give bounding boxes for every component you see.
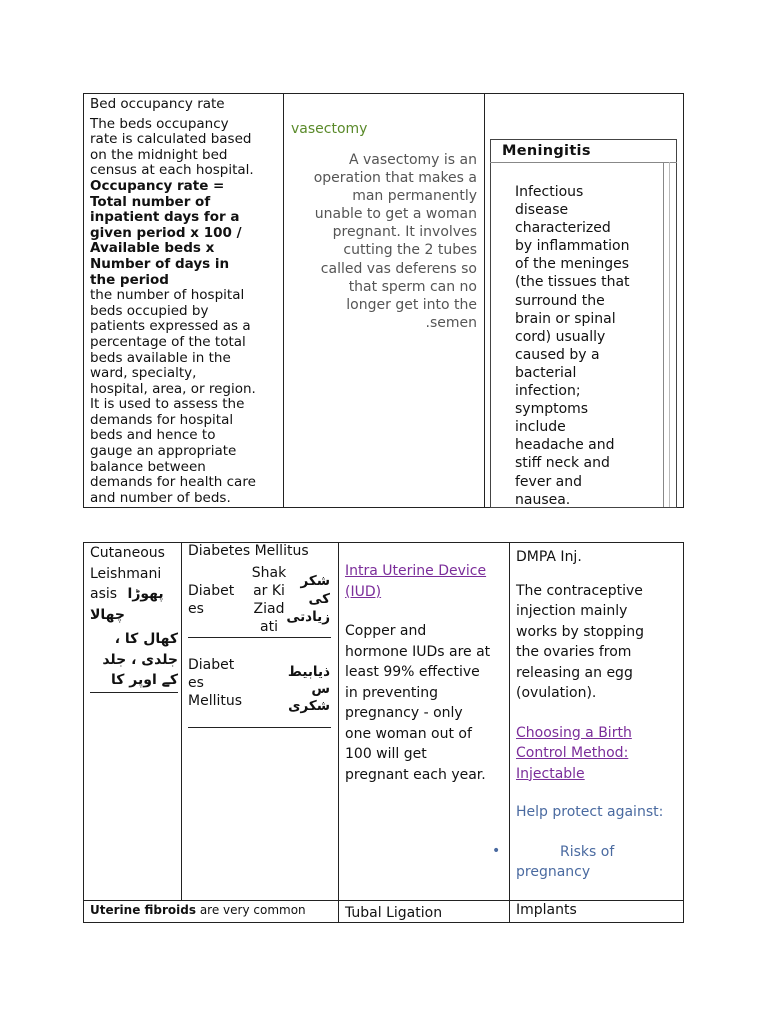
formula-line: Number of days in: [90, 255, 230, 272]
dmpa-link-line[interactable]: Choosing a Birth: [516, 724, 632, 741]
meningitis-line: infection;: [515, 383, 581, 400]
bed-occupancy-intro: [90, 117, 280, 179]
definition-line: and number of beds.: [90, 489, 231, 506]
vasectomy-line: called vas deferens so: [320, 260, 477, 277]
iud-line: hormone IUDs are at: [345, 643, 491, 660]
tubal-ligation: Tubal Ligation: [345, 905, 443, 921]
iud-line: Copper and: [345, 623, 427, 639]
diabetes-r1-mid: [247, 564, 291, 636]
diabetes-word: Diabet: [188, 583, 235, 599]
urdu-word: شکر: [300, 573, 330, 589]
vasectomy-line: cutting the 2 tubes: [343, 242, 477, 259]
diabetes-word: es: [188, 675, 204, 691]
diabetes-r2-left: [188, 656, 258, 710]
fibroids-bold: Uterine fibroids: [90, 903, 197, 917]
iud-text: [345, 621, 505, 785]
intro-line: The beds occupancy: [90, 115, 229, 132]
meningitis-line: characterized: [515, 220, 611, 237]
iud-line: pregnancy - only: [345, 705, 463, 721]
meningitis-line: bacterial: [515, 364, 577, 381]
fibroids-rest: are very common: [196, 903, 306, 917]
vasectomy-line: pregnant. It involves: [332, 224, 477, 241]
dmpa-link-line[interactable]: Control Method:: [516, 745, 629, 761]
meningitis-line: brain or spinal: [515, 310, 616, 327]
diabetes-r2-urdu: [280, 664, 330, 715]
iud-link-line[interactable]: Intra Uterine Device: [345, 563, 487, 579]
dmpa-line: The contraceptive: [516, 582, 643, 599]
dmpa-cell: [516, 547, 681, 883]
definition-line: gauge an appropriate: [90, 443, 237, 460]
vasectomy-line: operation that makes a: [313, 170, 477, 187]
diabetes-rule-1: [188, 637, 331, 638]
definition-line: It is used to assess the: [90, 396, 245, 413]
iud-link-line[interactable]: (IUD): [345, 583, 382, 600]
formula-line: given period x 100 /: [90, 224, 242, 241]
urdu-word: کھال کا ،: [114, 631, 178, 647]
definition-line: balance between: [90, 458, 206, 475]
iud-line: in preventing: [345, 684, 439, 701]
formula-line: Total number of: [90, 193, 211, 210]
vasectomy-line: unable to get a woman: [314, 206, 477, 223]
bed-occupancy-cell: [90, 97, 280, 506]
meningitis-header-rule: [490, 162, 677, 163]
vasectomy-line: that sperm can no: [348, 278, 477, 295]
intro-line: on the midnight bed: [90, 146, 228, 163]
leish-line: Leishmani: [90, 565, 162, 582]
vasectomy-line: .semen: [425, 314, 477, 331]
occupancy-definition: [90, 288, 280, 506]
iud-cell: [345, 561, 505, 785]
definition-line: patients expressed as a: [90, 318, 251, 335]
definition-line: the number of hospital: [90, 287, 245, 304]
leishmaniasis-cell: [90, 543, 178, 693]
dmpa-line: (ovulation).: [516, 685, 597, 701]
implants: Implants: [516, 902, 577, 918]
urdu-word: زیادتی: [286, 609, 330, 625]
vasectomy-title: vasectomy: [291, 121, 368, 137]
table-bottom-divider-1: [181, 542, 182, 900]
table-bottom-divider-3: [509, 542, 510, 923]
definition-line: beds and hence to: [90, 427, 216, 444]
meningitis-line: nausea.: [515, 491, 571, 508]
diabetes-title: Diabetes Mellitus: [188, 543, 309, 559]
leish-line: Cutaneous: [90, 545, 165, 561]
bed-occupancy-heading: Bed occupancy rate: [90, 96, 225, 112]
diabetes-word: ar Ki: [253, 583, 285, 599]
table-top-divider-1: [283, 93, 284, 508]
vasectomy-line: A vasectomy is an: [348, 152, 477, 168]
dmpa-title: DMPA Inj.: [516, 549, 582, 565]
meningitis-side-rule-2: [669, 162, 670, 507]
meningitis-line: Infectious: [515, 184, 584, 200]
dmpa-protect: Help protect against:: [516, 804, 664, 820]
diabetes-rule-2: [188, 727, 331, 728]
dmpa-link-line[interactable]: Injectable: [516, 765, 585, 782]
dmpa-link[interactable]: [516, 723, 681, 785]
meningitis-line: disease: [515, 202, 569, 219]
definition-line: beds available in the: [90, 349, 231, 366]
intro-line: rate is calculated based: [90, 131, 252, 148]
vasectomy-line: longer get into the: [346, 296, 477, 313]
dmpa-line: the ovaries from: [516, 644, 632, 660]
diabetes-r1-left: [188, 583, 244, 618]
meningitis-line: fever and: [515, 473, 582, 490]
meningitis-line: cord) usually: [515, 328, 606, 345]
definition-line: percentage of the total: [90, 333, 246, 350]
diabetes-word: ati: [260, 619, 278, 635]
meningitis-text: [515, 183, 665, 509]
urdu-word: چھالا: [90, 606, 126, 623]
definition-line: ward, specialty,: [90, 365, 197, 382]
urdu-word: شکری: [288, 698, 330, 714]
intro-line: census at each hospital.: [90, 162, 254, 179]
meningitis-line: include: [515, 419, 566, 436]
occupancy-formula: [90, 179, 280, 288]
iud-line: pregnant each year.: [345, 766, 486, 783]
meningitis-line: (the tissues that: [515, 274, 630, 291]
meningitis-title: Meningitis: [502, 143, 591, 159]
vasectomy-line: man permanently: [352, 188, 477, 205]
definition-line: hospital, area, or region.: [90, 380, 256, 397]
diabetes-word: Ziad: [253, 601, 285, 617]
diabetes-word: Mellitus: [188, 693, 243, 709]
table-bottom-footer-rule: [83, 900, 684, 901]
urdu-word: کی: [308, 591, 330, 607]
fibroids-cell: [90, 903, 306, 917]
diabetes-word: Shak: [251, 565, 287, 581]
formula-line: the period: [90, 271, 169, 288]
leish-line-3: [90, 584, 178, 605]
urdu-word: جلدی ، جلد: [102, 651, 178, 668]
diabetes-r1-urdu: [286, 572, 330, 626]
table-bottom-divider-2: [338, 542, 339, 923]
formula-line: Available beds x: [90, 240, 215, 257]
meningitis-line: surround the: [515, 292, 605, 309]
dmpa-risks: Risks of: [560, 843, 615, 860]
iud-line: 100 will get: [345, 746, 427, 762]
dmpa-line: works by stopping: [516, 623, 645, 640]
vasectomy-text: [290, 151, 477, 332]
meningitis-line: caused by a: [515, 346, 600, 363]
meningitis-line: headache and: [515, 437, 615, 454]
dmpa-risks: pregnancy: [516, 864, 591, 880]
diabetes-word: Diabet: [188, 657, 235, 673]
urdu-word: کے اوپر کا: [90, 670, 178, 693]
meningitis-line: of the meninges: [515, 256, 630, 273]
formula-line: Occupancy rate =: [90, 177, 225, 194]
definition-line: beds occupied by: [90, 302, 209, 319]
meningitis-line: symptoms: [515, 401, 589, 418]
urdu-word: پھوڑا: [127, 586, 164, 602]
iud-line: least 99% effective: [345, 664, 480, 680]
dmpa-text: [516, 581, 681, 704]
iud-link[interactable]: [345, 561, 505, 602]
leish-word: asis: [90, 586, 118, 602]
iud-line: one woman out of: [345, 725, 472, 742]
dmpa-line: releasing an egg: [516, 664, 633, 681]
meningitis-line: by inflammation: [515, 238, 630, 255]
diabetes-word: es: [188, 600, 204, 617]
urdu-word: ذیابیط: [287, 664, 330, 680]
dmpa-line: injection mainly: [516, 603, 628, 619]
table-top-divider-2: [484, 93, 485, 508]
formula-line: inpatient days for a: [90, 209, 240, 226]
meningitis-line: stiff neck and: [515, 455, 610, 472]
bullet-icon: •: [492, 843, 501, 859]
urdu-word: س: [311, 681, 330, 697]
definition-line: demands for hospital: [90, 411, 234, 428]
definition-line: demands for health care: [90, 474, 256, 491]
